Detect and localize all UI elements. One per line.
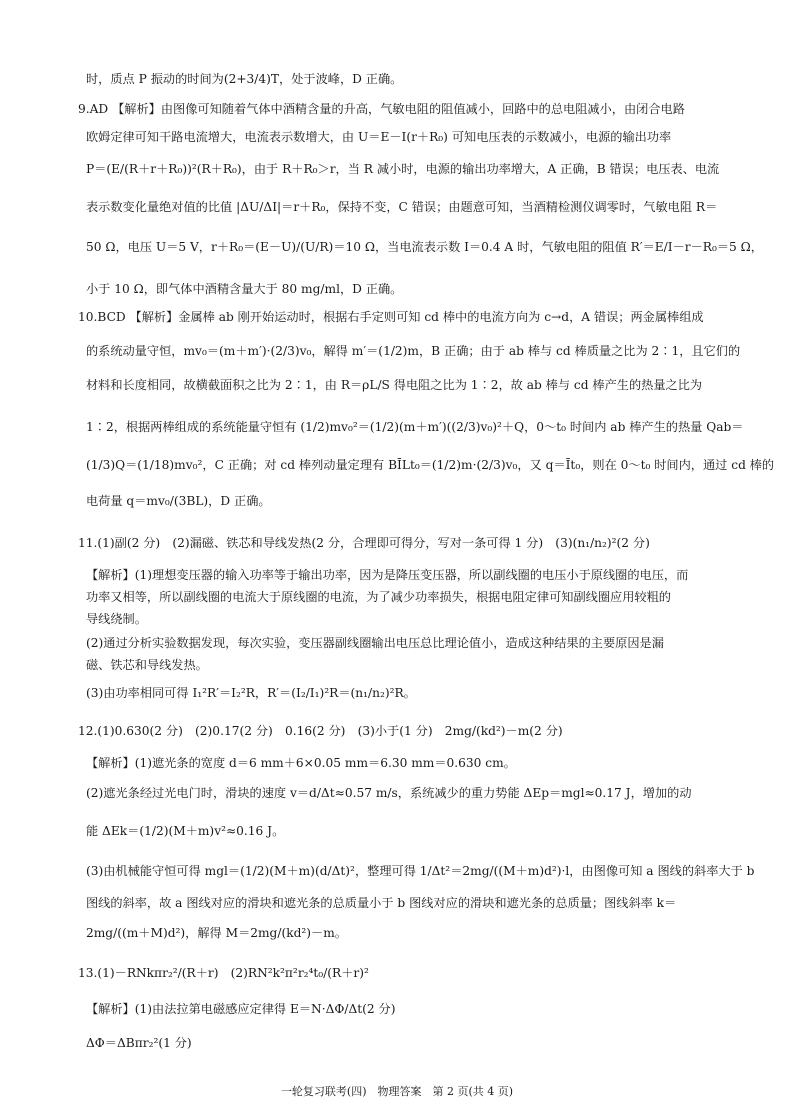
- answer-9-line-5: 50 Ω，电压 U＝5 V，r＋R₀＝(E－U)/(U/R)＝10 Ω，当电流表示数 I＝0.4 A 时，气敏电阻的阻值 R′＝E/I－r－R₀＝5 Ω，: [86, 240, 763, 254]
- answer-13-summary: 13.(1)－RNkπr₂²/(R＋r) (2)RN²k²π²r₂⁴t₀/(R＋r)²: [78, 966, 369, 980]
- answer-11-analysis-4: (2)通过分析实验数据发现，每次实验，变压器副线圈输出电压总比理论值小，造成这种结果的主要原因是漏: [86, 636, 664, 650]
- answer-10-line-1: 10.BCD 【解析】金属棒 ab 刚开始运动时，根据右手定则可知 cd 棒中的电流方向为 c→d，A 错误；两金属棒组成: [78, 310, 704, 324]
- page-footer: 一轮复习联考(四) 物理答案 第 2 页(共 4 页): [280, 1085, 514, 1098]
- answer-9-line-4: 表示数变化量绝对值的比值 |ΔU/ΔI|＝r＋R₀，保持不变，C 错误；由题意可知，当酒精检测仪调零时，气敏电阻 R＝: [86, 200, 718, 214]
- answer-12-analysis-4: (3)由机械能守恒可得 mgl＝(1/2)(M＋m)(d/Δt)²，整理可得 1/Δt²＝2mg/((M＋m)d²)·l，由图像可知 a 图线的斜率大于 b: [86, 864, 755, 878]
- answer-12-analysis-6: 2mg/((m＋M)d²)，解得 M＝2mg/(kd²)－m。: [86, 926, 347, 940]
- answer-11-analysis-5: 磁、铁芯和导线发热。: [86, 658, 208, 672]
- answer-11-summary: 11.(1)副(2 分) (2)漏磁、铁芯和导线发热(2 分，合理即可得分，写对一条可得 1 分) (3)(n₁/n₂)²(2 分): [78, 536, 650, 550]
- answer-10-line-2: 的系统动量守恒，mv₀＝(m＋m′)·(2/3)v₀，解得 m′＝(1/2)m，B 正确；由于 ab 棒与 cd 棒质量之比为 2∶1，且它们的: [86, 344, 741, 358]
- answer-12-analysis-2: (2)遮光条经过光电门时，滑块的速度 v＝d/Δt≈0.57 m/s，系统减少的重力势能 ΔEp＝mgl≈0.17 J，增加的动: [86, 786, 692, 800]
- answer-10-line-3: 材料和长度相同，故横截面积之比为 2∶1，由 R＝ρL/S 得电阻之比为 1∶2，故 ab 棒与 cd 棒产生的热量之比为: [86, 378, 703, 392]
- answer-10-line-4: 1∶2，根据两棒组成的系统能量守恒有 (1/2)mv₀²＝(1/2)(m＋m′)((2/3)v₀)²＋Q，0～t₀ 时间内 ab 棒产生的热量 Qab＝: [86, 420, 744, 434]
- answer-9-line-1: 9.AD 【解析】由图像可知随着气体中酒精含量的升高，气敏电阻的阻值减小，回路中的总电阻减小，由闭合电路: [78, 102, 685, 116]
- answer-11-analysis-2: 功率又相等，所以副线圈的电流大于原线圈的电流，为了减少功率损失，根据电阻定律可知副线圈应用较粗的: [86, 590, 671, 604]
- text-line-1: 时，质点 P 振动的时间为(2+3/4)T，处于波峰，D 正确。: [86, 72, 403, 86]
- answer-13-analysis-1: 【解析】(1)由法拉第电磁感应定律得 E＝N·ΔΦ/Δt(2 分): [86, 1002, 396, 1016]
- answer-13-analysis-2: ΔΦ＝ΔBπr₂²(1 分): [86, 1036, 192, 1050]
- answer-9-line-3: P＝(E/(R＋r＋R₀))²(R＋R₀)，由于 R＋R₀＞r，当 R 减小时，电源的输出功率增大，A 正确，B 错误；电压表、电流: [86, 162, 720, 176]
- answer-11-analysis-1: 【解析】(1)理想变压器的输入功率等于输出功率，因为是降压变压器，所以副线圈的电压小于原线圈的电压，而: [86, 568, 689, 582]
- answer-9-line-6: 小于 10 Ω，即气体中酒精含量大于 80 mg/ml，D 正确。: [86, 282, 403, 296]
- answer-12-summary: 12.(1)0.630(2 分) (2)0.17(2 分) 0.16(2 分) (3)小于(1 分) 2mg/(kd²)－m(2 分): [78, 724, 563, 738]
- answer-10-line-5: (1/3)Q＝(1/18)mv₀²，C 正确；对 cd 棒列动量定理有 BĪLt₀＝(1/2)m·(2/3)v₀，又 q＝Īt₀，则在 0～t₀ 时间内，通过 cd 棒的: [86, 458, 775, 472]
- answer-10-line-6: 电荷量 q＝mv₀/(3BL)，D 正确。: [86, 494, 271, 508]
- answer-12-analysis-3: 能 ΔEk＝(1/2)(M＋m)v²≈0.16 J。: [86, 824, 285, 838]
- answer-12-analysis-1: 【解析】(1)遮光条的宽度 d＝6 mm＋6×0.05 mm＝6.30 mm＝0.630 cm。: [86, 756, 516, 770]
- answer-11-analysis-3: 导线绕制。: [86, 612, 147, 626]
- answer-9-line-2: 欧姆定律可知干路电流增大，电流表示数增大，由 U＝E－I(r＋R₀) 可知电压表的示数减小，电源的输出功率: [86, 130, 672, 144]
- answer-11-analysis-6: (3)由功率相同可得 I₁²R′＝I₂²R，R′＝(I₂/I₁)²R＝(n₁/n₂)²R。: [86, 686, 416, 700]
- answer-12-analysis-5: 图线的斜率，故 a 图线对应的滑块和遮光条的总质量小于 b 图线对应的滑块和遮光条的总质量；图线斜率 k＝: [86, 896, 677, 910]
